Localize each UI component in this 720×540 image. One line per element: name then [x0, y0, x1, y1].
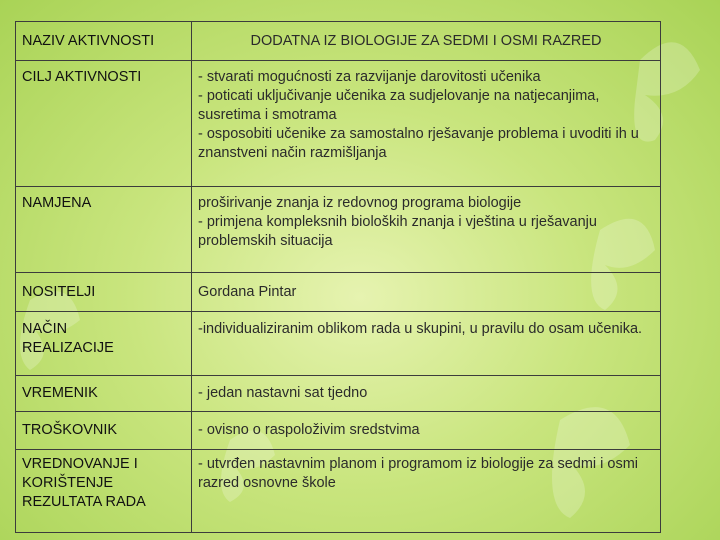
- table-row-holders: [16, 273, 661, 312]
- table-row-activity-goal: [16, 61, 661, 187]
- row-value: DODATNA IZ BIOLOGIJE ZA SEDMI I OSMI RAZRED: [192, 22, 661, 61]
- row-label-line: VREDNOVANJE I: [22, 456, 138, 472]
- table-row-purpose: [16, 187, 661, 273]
- row-value: [192, 61, 661, 187]
- row-value: [192, 376, 661, 412]
- row-value: [192, 187, 661, 273]
- table-row-activity-name: [16, 22, 661, 61]
- row-label: [16, 412, 192, 450]
- row-label-line: NAMJENA: [22, 195, 92, 211]
- row-value-line: - ovisno o raspoloživim sredstvima: [198, 422, 420, 438]
- row-label: NAZIV AKTIVNOSTI: [16, 22, 192, 61]
- table-row-realization-method: [16, 312, 661, 376]
- activity-plan-table: [15, 21, 661, 533]
- row-value-line: - osposobiti učenike za samostalno rješavanje problema i uvoditi ih u znanstveni način razmišljanja: [198, 126, 639, 161]
- table-row-costs: [16, 412, 661, 450]
- row-label-line: NAČIN: [22, 321, 68, 337]
- row-value-line: proširivanje znanja iz redovnog programa biologije: [198, 195, 522, 211]
- row-value-line: - utvrđen nastavnim planom i programom iz biologije za sedmi i osmi razred osnovne škole: [198, 456, 639, 491]
- row-value-line: - poticati uključivanje učenika za sudjelovanje na natjecanjima, susretima i smotrama: [198, 88, 600, 123]
- row-value-line: Gordana Pintar: [198, 283, 297, 300]
- row-label: [16, 61, 192, 187]
- row-label: [16, 450, 192, 533]
- row-value-line: - primjena kompleksnih bioloških znanja i vještina u rješavanju problemskih situacija: [198, 214, 597, 249]
- row-value: [192, 450, 661, 533]
- row-label-line: TROŠKOVNIK: [22, 422, 118, 438]
- row-value: [192, 312, 661, 376]
- row-value: [192, 412, 661, 450]
- row-value-line: - stvarati mogućnosti za razvijanje darovitosti učenika: [198, 69, 541, 85]
- table-row-schedule: [16, 376, 661, 412]
- row-label-line: REALIZACIJE: [22, 340, 114, 356]
- row-label-line: KORIŠTENJE: [22, 475, 114, 491]
- row-value-line: - jedan nastavni sat tjedno: [198, 385, 368, 401]
- row-label-line: NOSITELJI: [22, 283, 96, 300]
- row-label-line: REZULTATA RADA: [22, 494, 146, 510]
- row-label: [16, 273, 192, 312]
- row-label: [16, 376, 192, 412]
- row-label: [16, 187, 192, 273]
- row-label-line: CILJ AKTIVNOSTI: [22, 69, 142, 85]
- row-label-line: VREMENIK: [22, 385, 98, 401]
- row-value: [192, 273, 661, 312]
- row-label: [16, 312, 192, 376]
- row-value-line: -individualiziranim oblikom rada u skupini, u pravilu do osam učenika.: [198, 321, 643, 337]
- table-row-evaluation: [16, 450, 661, 533]
